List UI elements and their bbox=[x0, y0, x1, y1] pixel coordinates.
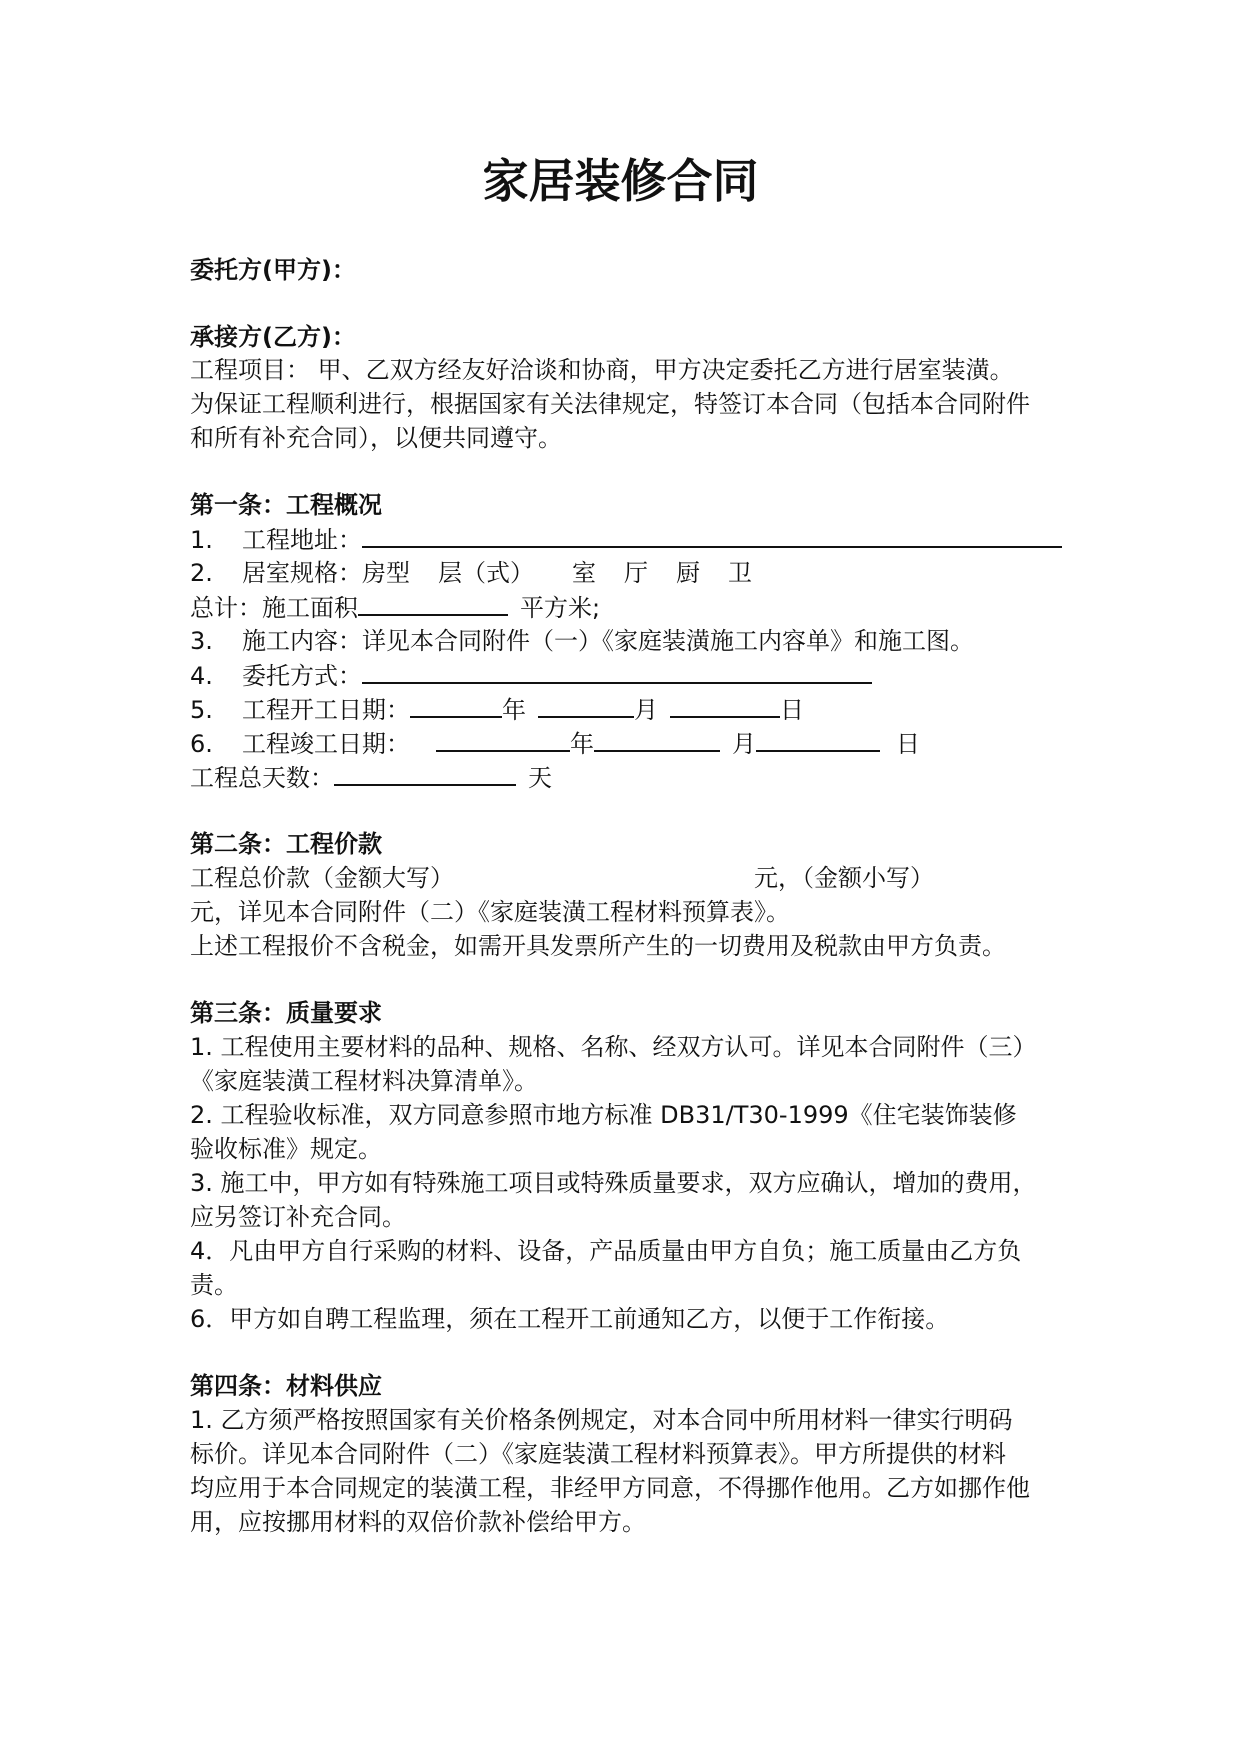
start-month-blank[interactable] bbox=[538, 694, 634, 718]
quality-line: 责。 bbox=[190, 1271, 238, 1299]
quality-line: 6．甲方如自聘工程监理，须在工程开工前通知乙方，以便于工作衔接。 bbox=[190, 1305, 950, 1333]
start-date-label: 工程开工日期： bbox=[242, 696, 410, 724]
quality-line: 4．凡由甲方自行采购的材料、设备，产品质量由甲方自负；施工质量由乙方负 bbox=[190, 1237, 1022, 1265]
address-row bbox=[190, 524, 1065, 555]
total-days-blank[interactable] bbox=[334, 762, 516, 786]
end-year-blank[interactable] bbox=[436, 728, 570, 752]
kitchen-label: 厨 bbox=[676, 559, 700, 587]
room-spec-row bbox=[190, 558, 1065, 588]
intro-line: 和所有补充合同），以便共同遵守。 bbox=[190, 424, 562, 452]
quality-line: 2. 工程验收标准，双方同意参照市地方标准 DB31/T30-1999《住宅装饰装修 bbox=[190, 1101, 1017, 1129]
end-month-blank[interactable] bbox=[594, 728, 720, 752]
article-2-heading: 第二条：工程价款 bbox=[190, 830, 382, 858]
document-title: 家居装修合同 bbox=[482, 154, 759, 208]
quality-line: 应另签订补充合同。 bbox=[190, 1203, 406, 1231]
address-label: 工程地址： bbox=[242, 526, 362, 554]
start-year-blank[interactable] bbox=[410, 694, 502, 718]
intro-line: 工程项目： 甲、乙双方经友好洽谈和协商，甲方决定委托乙方进行居室装潢。 bbox=[190, 356, 1014, 384]
total-days-row bbox=[190, 762, 1065, 793]
quality-line: 验收标准》规定。 bbox=[190, 1135, 382, 1163]
quality-line: 《家庭装潢工程材料决算清单》。 bbox=[190, 1067, 538, 1095]
intro-line: 为保证工程顺利进行，根据国家有关法律规定，特签订本合同（包括本合同附件 bbox=[190, 390, 1030, 418]
end-day-blank[interactable] bbox=[756, 728, 880, 752]
area-blank[interactable] bbox=[358, 592, 508, 616]
day-label: 日 bbox=[896, 730, 920, 758]
tax-note-line: 上述工程报价不含税金，如需开具发票所产生的一切费用及税款由甲方负责。 bbox=[190, 932, 1006, 960]
end-date-row bbox=[190, 728, 1065, 759]
item-number: 5. bbox=[190, 696, 213, 724]
article-4-heading: 第四条：材料供应 bbox=[190, 1372, 382, 1400]
article-1-heading: 第一条：工程概况 bbox=[190, 491, 382, 519]
end-date-label: 工程竣工日期： bbox=[242, 730, 410, 758]
room-label: 室 bbox=[572, 559, 596, 587]
start-day-blank[interactable] bbox=[670, 694, 780, 718]
item-number: 3. bbox=[190, 627, 213, 655]
floor-label: 层（式） bbox=[438, 559, 534, 587]
price-figures-label: 元，（金额小写） bbox=[754, 864, 934, 892]
price-detail-line: 元，详见本合同附件（二）《家庭装潢工程材料预算表》。 bbox=[190, 898, 790, 926]
method-blank[interactable] bbox=[362, 660, 872, 684]
item-number: 6. bbox=[190, 730, 213, 758]
hall-label: 厅 bbox=[624, 559, 648, 587]
supply-line: 标价。详见本合同附件（二）《家庭装潢工程材料预算表》。甲方所提供的材料 bbox=[190, 1440, 1006, 1468]
day-label: 日 bbox=[780, 696, 804, 724]
room-spec-label: 居室规格：房型 bbox=[242, 559, 410, 587]
quality-line: 1. 工程使用主要材料的品种、规格、名称、经双方认可。详见本合同附件（三） bbox=[190, 1033, 1037, 1061]
party-b-label: 承接方(乙方)： bbox=[190, 323, 356, 351]
total-days-unit: 天 bbox=[528, 764, 552, 792]
party-a-label: 委托方(甲方)： bbox=[190, 256, 356, 284]
article-3-heading: 第三条：质量要求 bbox=[190, 999, 382, 1027]
supply-line: 1. 乙方须严格按照国家有关价格条例规定，对本合同中所用材料一律实行明码 bbox=[190, 1406, 1013, 1434]
item-number: 1. bbox=[190, 526, 213, 554]
method-row bbox=[190, 660, 1065, 691]
total-days-label: 工程总天数： bbox=[190, 764, 334, 792]
price-words-label: 工程总价款（金额大写） bbox=[190, 864, 454, 892]
item-number: 4. bbox=[190, 662, 213, 690]
method-label: 委托方式： bbox=[242, 662, 362, 690]
supply-line: 均应用于本合同规定的装潢工程，非经甲方同意，不得挪作他用。乙方如挪作他 bbox=[190, 1474, 1030, 1502]
content-text: 施工内容：详见本合同附件（一）《家庭装潢施工内容单》和施工图。 bbox=[242, 627, 974, 655]
item-number: 2. bbox=[190, 559, 213, 587]
area-row bbox=[190, 592, 1065, 623]
area-label: 总计：施工面积 bbox=[190, 594, 358, 622]
price-row bbox=[190, 863, 1065, 893]
quality-line: 3. 施工中，甲方如有特殊施工项目或特殊质量要求，双方应确认，增加的费用， bbox=[190, 1169, 1037, 1197]
start-date-row bbox=[190, 694, 1065, 725]
address-blank[interactable] bbox=[362, 524, 1062, 548]
supply-line: 用，应按挪用材料的双倍价款补偿给甲方。 bbox=[190, 1508, 646, 1536]
content-row bbox=[190, 626, 1065, 656]
month-label: 月 bbox=[634, 696, 658, 724]
year-label: 年 bbox=[570, 730, 594, 758]
bathroom-label: 卫 bbox=[728, 559, 752, 587]
area-unit: 平方米; bbox=[520, 594, 601, 622]
year-label: 年 bbox=[502, 696, 526, 724]
month-label: 月 bbox=[732, 730, 756, 758]
